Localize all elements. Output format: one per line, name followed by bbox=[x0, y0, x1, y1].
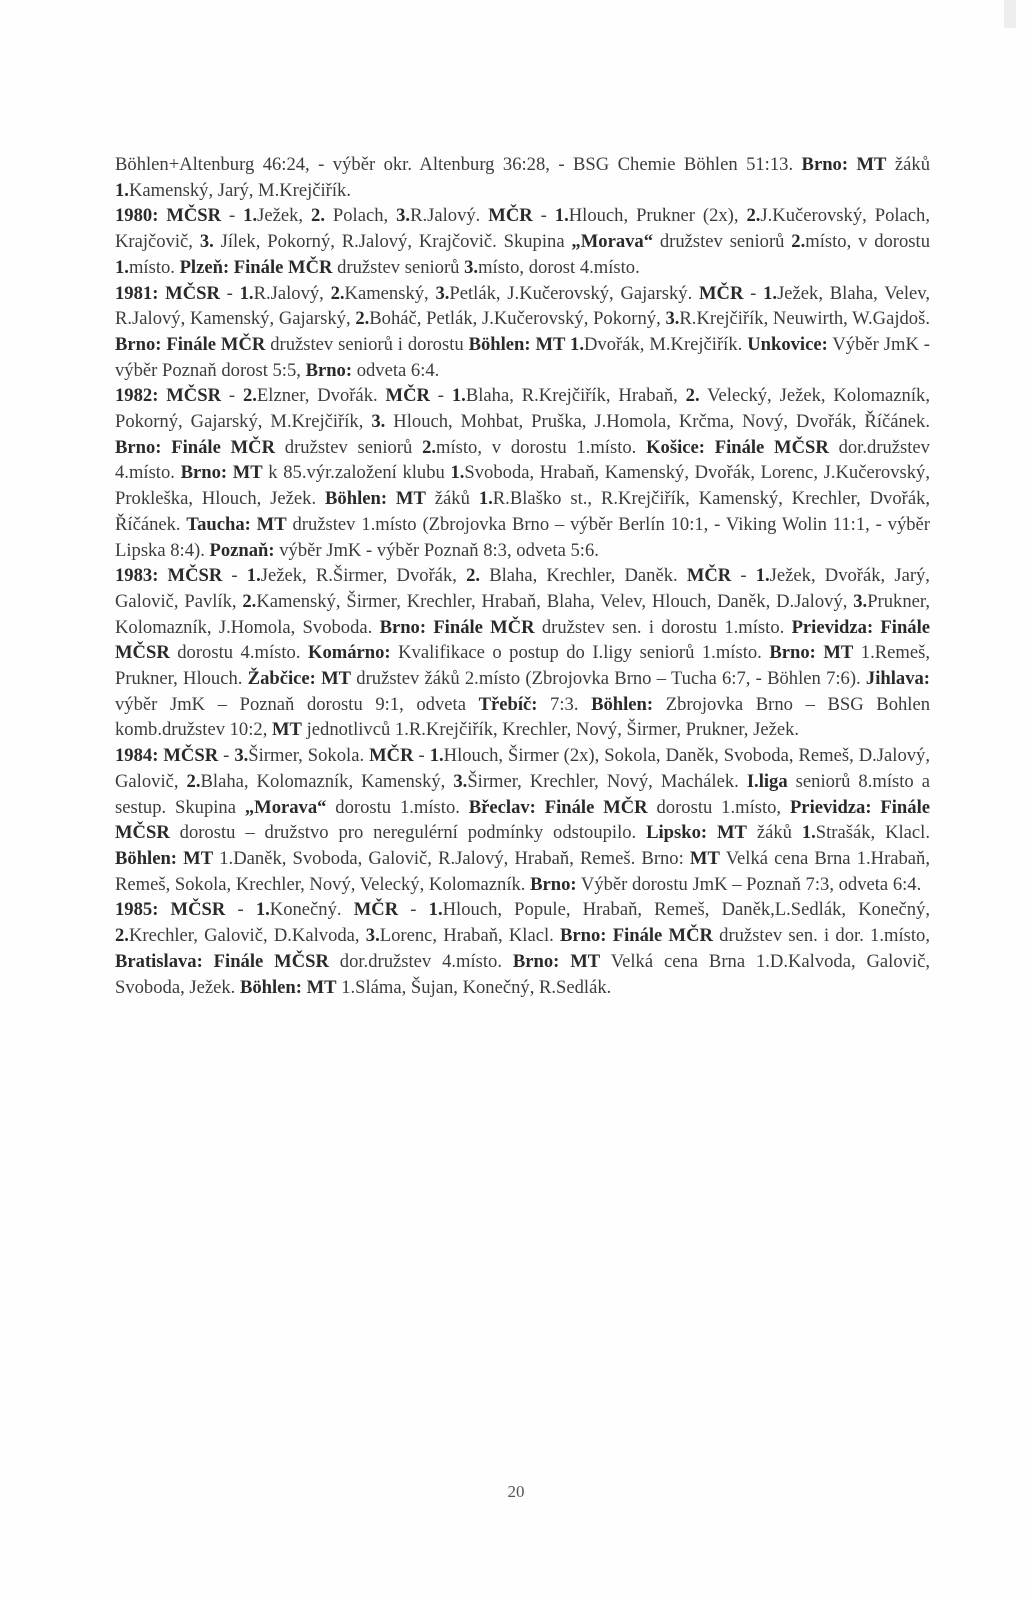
text-run: Kamenský, Širmer, Krechler, Hrabaň, Blaha, Velev, Hlouch, Daněk, D.Jalový, bbox=[256, 590, 854, 612]
bold-text-run: 1. bbox=[478, 488, 493, 510]
bold-text-run: Brno: Finále MČR bbox=[560, 925, 713, 947]
bold-text-run: Poznaň: bbox=[209, 539, 275, 561]
bold-text-run: 3. bbox=[853, 590, 868, 612]
text-run: Velecký, Ježek, Kolomazník, Pokorný, Gajarský, M.Krejčiřík, bbox=[115, 385, 930, 433]
text-run: žáků bbox=[425, 488, 479, 510]
text-run: Dvořák, M.Krejčiřík. bbox=[584, 333, 748, 355]
paragraph bbox=[115, 152, 930, 203]
text-run: družstev seniorů i dorostu bbox=[265, 333, 469, 355]
text-run: Velká cena Brna 1.D.Kalvoda, Galovič, Svoboda, Ježek. bbox=[115, 950, 931, 998]
bold-text-run: 1. bbox=[255, 899, 270, 921]
text-run: - bbox=[743, 282, 764, 304]
bold-text-run: Břeclav: Finále MČR bbox=[468, 796, 648, 818]
bold-text-run: Žabčice: MT bbox=[247, 668, 352, 690]
text-run: místo, v dorostu bbox=[805, 231, 930, 253]
bold-text-run: 3. bbox=[453, 770, 468, 792]
text-run: 1.Remeš, Prukner, Hlouch. bbox=[115, 642, 930, 690]
bold-text-run: 1. bbox=[451, 385, 466, 407]
bold-text-run: 2. bbox=[791, 231, 806, 253]
text-run: družstev sen. i dor. 1.místo, bbox=[712, 925, 930, 947]
bold-text-run: 2. bbox=[115, 925, 129, 947]
bold-text-run: Bratislava: Finále MČSR bbox=[115, 950, 329, 972]
text-run: Kamenský, Jarý, M.Krejčiřík. bbox=[128, 179, 351, 201]
text-run: k 85.výr.založení klubu bbox=[262, 462, 451, 484]
text-run: dor.družstev 4.místo. bbox=[115, 436, 930, 484]
bold-text-run: 1. bbox=[239, 282, 254, 304]
text-run: Blaha, R.Krejčiřík, Hrabaň, bbox=[465, 385, 686, 407]
bold-text-run: Böhlen: MT bbox=[325, 488, 426, 510]
bold-text-run: Brno: Finále MČR bbox=[115, 436, 276, 458]
bold-text-run: Böhlen: MT bbox=[115, 847, 214, 869]
bold-text-run: 2. bbox=[746, 205, 761, 227]
scan-edge-mark bbox=[1004, 0, 1016, 28]
text-run: - bbox=[218, 745, 235, 767]
bold-text-run: 3. bbox=[396, 205, 411, 227]
bold-text-run: Brno: bbox=[305, 359, 353, 381]
text-run: žáků bbox=[746, 822, 802, 844]
bold-text-run: Brno: MT bbox=[769, 642, 854, 664]
bold-text-run: 2. bbox=[355, 308, 370, 330]
text-run: družstev sen. i dorostu 1.místo. bbox=[534, 616, 792, 638]
bold-text-run: 1. bbox=[429, 745, 444, 767]
text-run: - bbox=[219, 282, 240, 304]
bold-text-run: 1984: MČSR bbox=[115, 745, 219, 767]
bold-text-run: MT bbox=[689, 847, 720, 869]
text-run: místo, dorost 4.místo. bbox=[478, 256, 640, 278]
text-run: Krechler, Galovič, D.Kalvoda, bbox=[128, 925, 366, 947]
text-run: - bbox=[225, 899, 256, 921]
bold-text-run: 3. bbox=[435, 282, 450, 304]
bold-text-run: Böhlen: bbox=[591, 693, 654, 715]
bold-text-run: 3. bbox=[199, 231, 214, 253]
text-run: - bbox=[221, 385, 243, 407]
bold-text-run: Jihlava: bbox=[865, 668, 930, 690]
text-run: Širmer, Krechler, Nový, Machálek. bbox=[467, 770, 747, 792]
bold-text-run: 1. bbox=[246, 565, 261, 587]
text-run: družstev 1.místo (Zbrojovka Brno – výběr Berlín 10:1, - Viking Wolin 11:1, - výběr Lipska 8:4). bbox=[115, 513, 930, 561]
text-run: Blaha, Krechler, Daněk. bbox=[480, 565, 687, 587]
text-run: místo, v dorostu 1.místo. bbox=[436, 436, 647, 458]
text-run: Hlouch, Širmer (2x), Sokola, Daněk, Svoboda, Remeš, D.Jalový, Galovič, bbox=[115, 745, 930, 792]
bold-text-run: 1. bbox=[801, 822, 816, 844]
bold-text-run: 1. bbox=[243, 205, 258, 227]
bold-text-run: 2. bbox=[330, 282, 345, 304]
bold-text-run: 3. bbox=[365, 925, 380, 947]
bold-text-run: 1985: MČSR bbox=[115, 899, 226, 921]
text-run: Ježek, Blaha, Velev, R.Jalový, Kamenský, Gajarský, bbox=[115, 282, 930, 330]
bold-text-run: 1. bbox=[554, 205, 569, 227]
bold-text-run: 3. bbox=[234, 745, 249, 767]
text-run: dorostu 4.místo. bbox=[169, 642, 308, 664]
text-run: Böhlen+Altenburg 46:24, - výběr okr. Altenburg 36:28, - BSG Chemie Böhlen 51:13. bbox=[115, 154, 802, 175]
bold-text-run: 1983: MČSR bbox=[115, 565, 223, 587]
bold-text-run: Brno: MT bbox=[801, 154, 887, 175]
bold-text-run: MČR bbox=[698, 282, 744, 304]
text-run: Konečný. bbox=[269, 899, 354, 921]
text-run: žáků bbox=[886, 154, 930, 175]
bold-text-run: 1981: MČSR bbox=[115, 282, 220, 304]
text-run: Kvalifikace o postup do I.ligy seniorů 1.místo. bbox=[390, 642, 770, 664]
text-run: dorostu 1.místo, bbox=[647, 796, 790, 818]
paragraph bbox=[115, 563, 930, 743]
text-run: družstev žáků 2.místo (Zbrojovka Brno – Tucha 6:7, - Böhlen 7:6). bbox=[351, 668, 866, 690]
bold-text-run: Unkovice: bbox=[747, 333, 828, 355]
text-run: jednotlivců 1.R.Krejčiřík, Krechler, Nový, Širmer, Prukner, Ježek. bbox=[301, 719, 800, 741]
text-run: dorostu 1.místo. bbox=[326, 796, 469, 818]
text-run: družstev seniorů bbox=[275, 436, 423, 458]
bold-text-run: 1982: MČSR bbox=[115, 385, 222, 407]
paragraph bbox=[115, 281, 930, 384]
bold-text-run: Třebíč: bbox=[478, 693, 538, 715]
text-run: - bbox=[413, 745, 430, 767]
text-run: Polach, bbox=[324, 205, 397, 227]
text-run: Jílek, Pokorný, R.Jalový, Krajčovič. Skupina bbox=[213, 231, 572, 253]
bold-text-run: 3. bbox=[665, 308, 680, 330]
paragraph bbox=[115, 897, 930, 1000]
text-run: Hlouch, Prukner (2x), bbox=[568, 205, 747, 227]
bold-text-run: MČR bbox=[385, 385, 430, 407]
text-run: Zbrojovka Brno – BSG Bohlen komb.družstev 10:2, bbox=[115, 693, 930, 741]
bold-text-run: Prievidza: Finále MČSR bbox=[115, 796, 930, 844]
text-run: Lorenc, Hrabaň, Klacl. bbox=[379, 925, 561, 947]
bold-text-run: Böhlen: MT 1. bbox=[468, 333, 584, 355]
text-run: Širmer, Sokola. bbox=[248, 745, 370, 767]
text-run: Hlouch, Mohbat, Pruška, J.Homola, Krčma, Nový, Dvořák, Říčánek. bbox=[385, 411, 930, 433]
bold-text-run: Böhlen: MT bbox=[239, 976, 337, 998]
text-run: - bbox=[222, 565, 247, 587]
bold-text-run: 1. bbox=[115, 179, 129, 201]
bold-text-run: 2. bbox=[422, 436, 437, 458]
bold-text-run: MT bbox=[272, 719, 302, 741]
text-run: - bbox=[429, 385, 452, 407]
bold-text-run: I.liga bbox=[746, 770, 788, 792]
bold-text-run: 1980: MČSR bbox=[115, 205, 222, 227]
text-run: dorostu – družstvo pro neregulérní podmínky odstoupilo. bbox=[169, 822, 647, 844]
bold-text-run: MČR bbox=[369, 745, 414, 767]
text-run: Kamenský, bbox=[344, 282, 436, 304]
bold-text-run: 2. bbox=[685, 385, 700, 407]
text-run: Boháč, Petlák, J.Kučerovský, Pokorný, bbox=[369, 308, 666, 330]
bold-text-run: Komárno: bbox=[307, 642, 391, 664]
bold-text-run: Prievidza: Finále MČSR bbox=[115, 616, 930, 664]
bold-text-run: 2. bbox=[242, 385, 257, 407]
text-run: Elzner, Dvořák. bbox=[256, 385, 386, 407]
text-run: Petlák, J.Kučerovský, Gajarský. bbox=[449, 282, 699, 304]
text-run: Výběr dorostu JmK – Poznaň 7:3, odveta 6:4. bbox=[576, 873, 922, 895]
text-run: družstev seniorů bbox=[332, 256, 465, 278]
bold-text-run: MČR bbox=[686, 565, 732, 587]
bold-text-run: Brno: bbox=[530, 873, 577, 895]
text-run: 1.Daněk, Svoboda, Galovič, R.Jalový, Hrabaň, Remeš. Brno: bbox=[213, 847, 690, 869]
bold-text-run: 2. bbox=[311, 205, 325, 227]
bold-text-run: Brno: Finále MČR bbox=[379, 616, 535, 638]
bold-text-run: 1. bbox=[755, 565, 770, 587]
text-run: Ježek, Dvořák, Jarý, Galovič, Pavlík, bbox=[115, 565, 930, 612]
body-text bbox=[115, 152, 930, 1000]
text-run: 7:3. bbox=[537, 693, 592, 715]
text-run: Výběr JmK - výběr Poznaň dorost 5:5, bbox=[115, 333, 930, 381]
text-run: - bbox=[398, 899, 429, 921]
text-run: - bbox=[731, 565, 756, 587]
bold-text-run: MČR bbox=[488, 205, 533, 227]
text-run: místo. bbox=[128, 256, 180, 278]
text-run: R.Blaško st., R.Krejčiřík, Kamenský, Krechler, Dvořák, Říčánek. bbox=[115, 488, 931, 535]
text-run: Velká cena Brna 1.Hrabaň, Remeš, Sokola, Krechler, Nový, Velecký, Kolomazník. bbox=[115, 847, 931, 895]
paragraph bbox=[115, 203, 930, 280]
text-run: R.Jalový. bbox=[410, 205, 489, 227]
bold-text-run: 2. bbox=[242, 590, 257, 612]
bold-text-run: 3. bbox=[371, 411, 386, 433]
bold-text-run: 1. bbox=[428, 899, 443, 921]
text-run: družstev seniorů bbox=[653, 231, 792, 253]
bold-text-run: 2. bbox=[186, 770, 201, 792]
text-run: - bbox=[532, 205, 555, 227]
bold-text-run: 1. bbox=[115, 256, 129, 278]
text-run: Prukner, Kolomazník, J.Homola, Svoboda. bbox=[115, 590, 930, 638]
bold-text-run: 1. bbox=[763, 282, 778, 304]
paragraph bbox=[115, 743, 930, 897]
bold-text-run: „Morava“ bbox=[244, 796, 327, 818]
bold-text-run: 1. bbox=[450, 462, 465, 484]
paragraph bbox=[115, 383, 930, 563]
text-run: Hlouch, Popule, Hrabaň, Remeš, Daněk,L.Sedlák, Konečný, bbox=[442, 899, 930, 921]
bold-text-run: Brno: Finále MČR bbox=[115, 333, 266, 355]
bold-text-run: Brno: MT bbox=[512, 950, 601, 972]
text-run: J.Kučerovský, Polach, Krajčovič, bbox=[115, 205, 930, 253]
bold-text-run: Košice: Finále MČSR bbox=[646, 436, 829, 458]
text-run: Ježek, bbox=[257, 205, 312, 227]
bold-text-run: Brno: MT bbox=[180, 462, 263, 484]
text-run: seniorů 8.místo a sestup. Skupina bbox=[115, 770, 930, 818]
text-run: R.Jalový, bbox=[253, 282, 331, 304]
bold-text-run: MČR bbox=[353, 899, 399, 921]
bold-text-run: Taucha: MT bbox=[186, 513, 287, 535]
bold-text-run: Lipsko: MT bbox=[646, 822, 747, 844]
text-run: Strašák, Klacl. bbox=[815, 822, 930, 844]
bold-text-run: 3. bbox=[464, 256, 479, 278]
bold-text-run: 2. bbox=[466, 565, 481, 587]
text-run: Svoboda, Hrabaň, Kamenský, Dvořák, Lorenc, J.Kučerovský, Prokleška, Hlouch, Ježek. bbox=[115, 462, 930, 510]
text-run: R.Krejčiřík, Neuwirth, W.Gajdoš. bbox=[679, 308, 930, 330]
bold-text-run: Plzeň: Finále MČR bbox=[179, 256, 333, 278]
text-run: Blaha, Kolomazník, Kamenský, bbox=[200, 770, 454, 792]
text-run: - bbox=[221, 205, 244, 227]
text-run: Ježek, R.Širmer, Dvořák, bbox=[260, 565, 467, 587]
text-run: výběr JmK - výběr Poznaň 8:3, odveta 5:6. bbox=[274, 539, 599, 561]
text-run: výběr JmK – Poznaň dorostu 9:1, odveta bbox=[115, 693, 479, 715]
text-run: dor.družstev 4.místo. bbox=[328, 950, 513, 972]
bold-text-run: „Morava“ bbox=[571, 231, 654, 253]
text-run: odveta 6:4. bbox=[352, 359, 440, 381]
text-run: 1.Sláma, Šujan, Konečný, R.Sedlák. bbox=[336, 976, 612, 998]
page-number: 20 bbox=[507, 1482, 525, 1501]
